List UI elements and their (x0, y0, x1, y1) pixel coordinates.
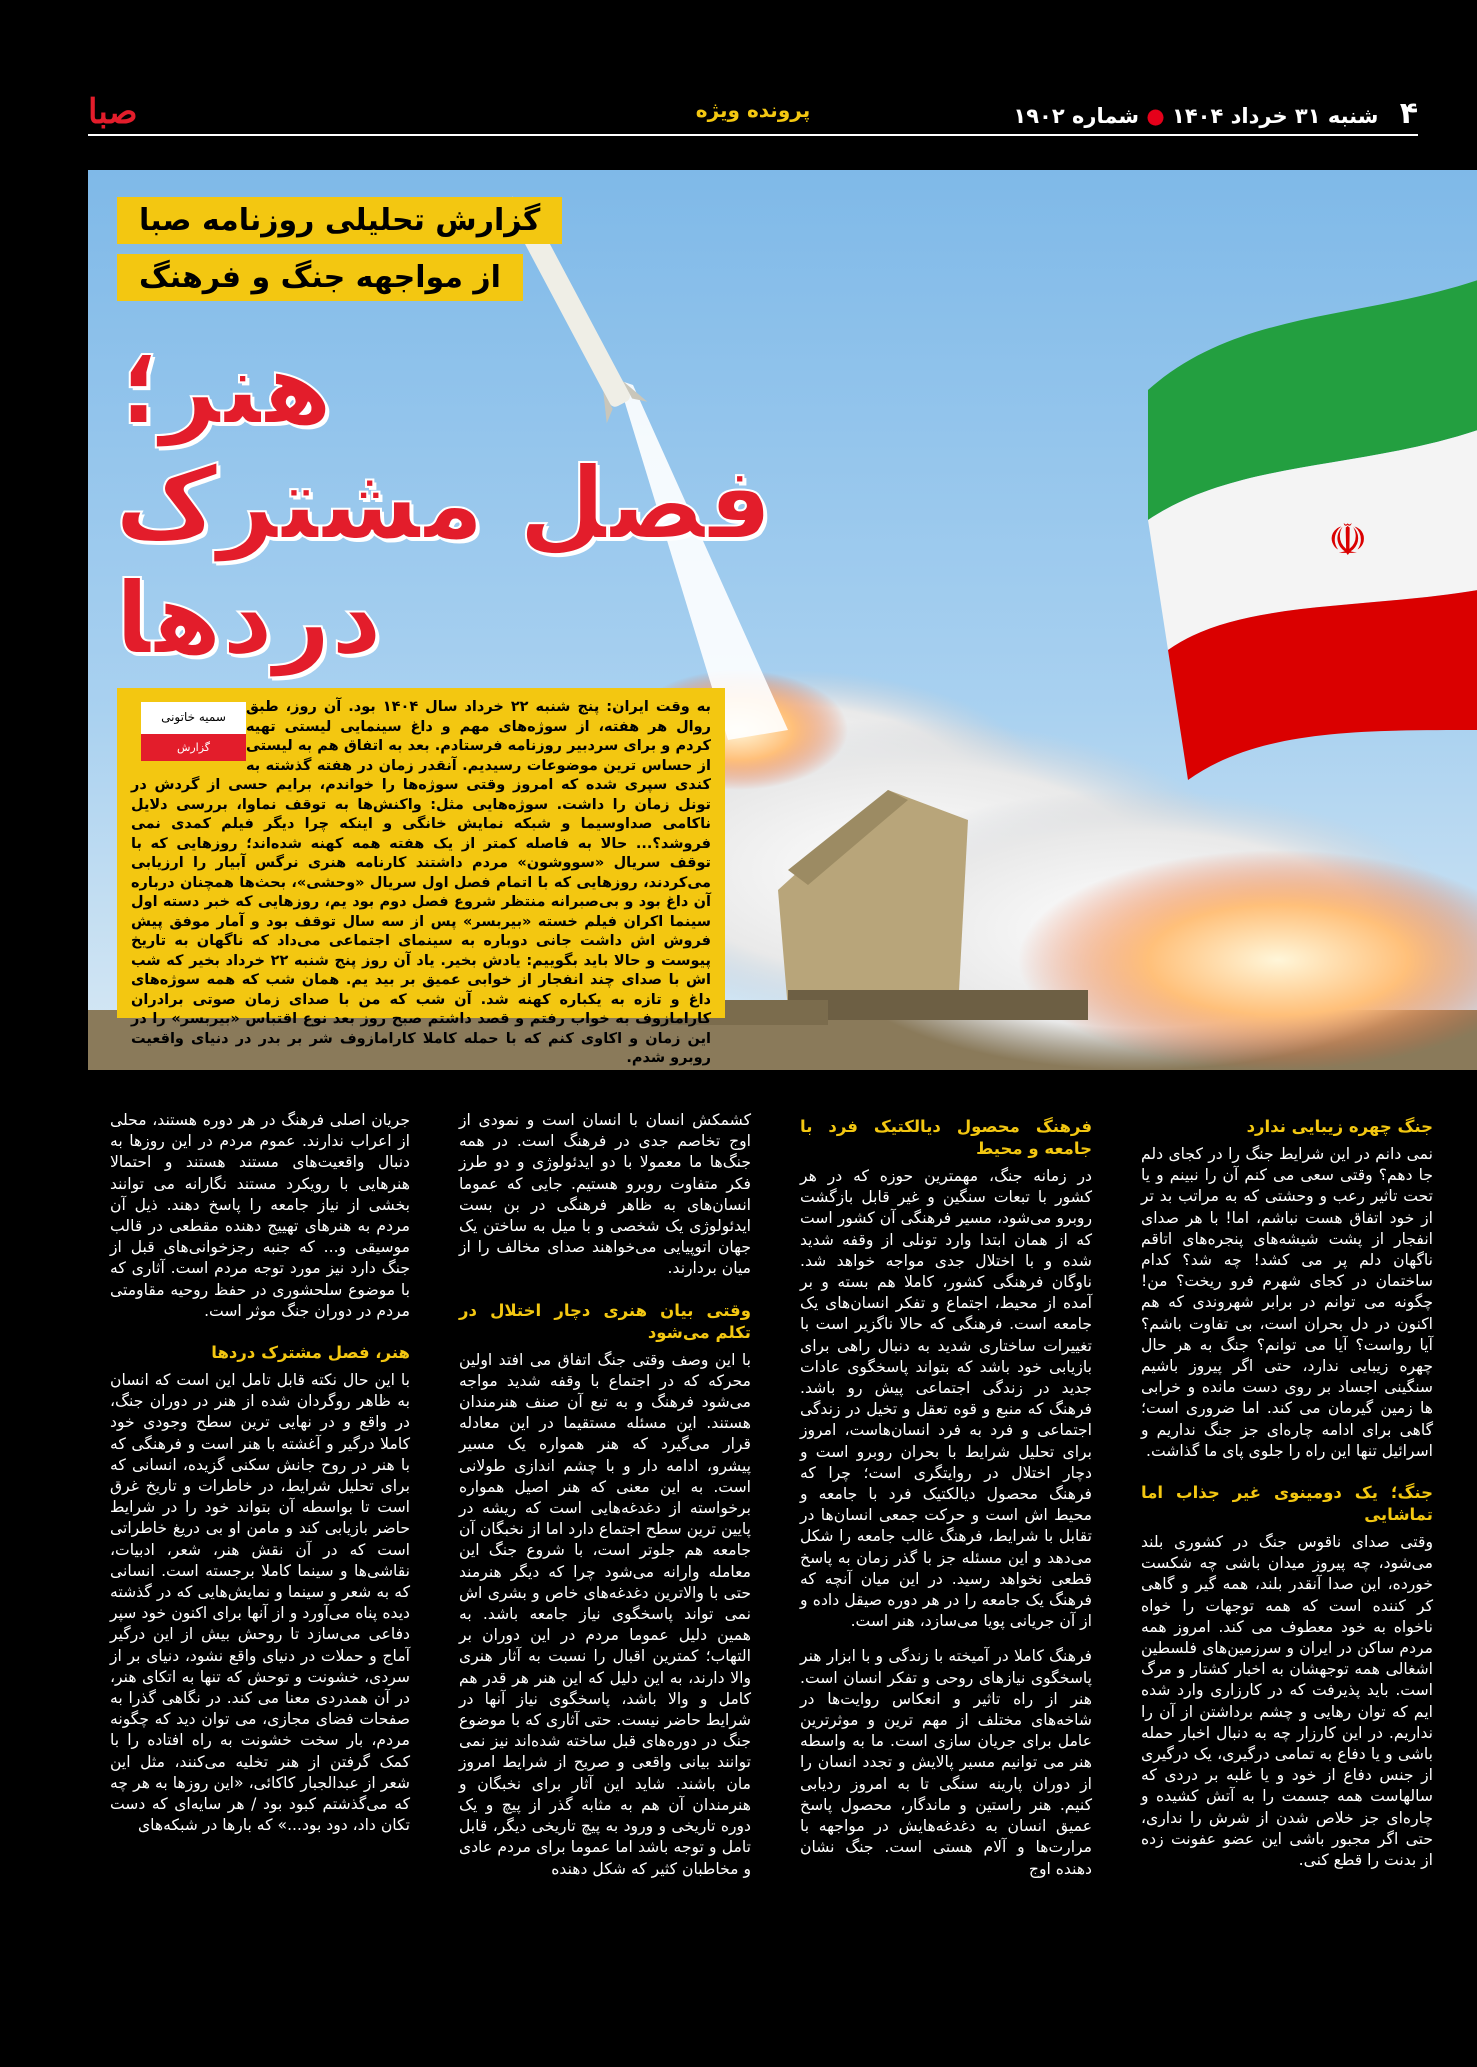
paragraph: فرهنگ کاملا در آمیخته با زندگی و با ابزار هنر پاسخگوی نیازهای روحی و تفکر انسان است. هنر از راه تاثیر و انعکاس روایت‌ها در شاخه‌های مختلف از مهم ترین و موثرترین عامل برای جریان سازی است. ما به واسطه هنر می توانیم مسیر پالایش و تجدد انسان را از دوران پارینه سنگی تا به امروز ردیابی کنیم. هنر راستین و ماندگار، محصول پاسخ عمیق انسان به دغدغه‌هایش در مواجهه با مرارت‌ها و آلام هستی است. جنگ نشان دهنده اوج (800, 1647, 1092, 1878)
section-label: پرونده ویژه (695, 98, 811, 122)
column-2 (800, 1110, 1092, 1880)
subheading: هنر، فصل مشترک دردها (211, 1343, 410, 1363)
svg-text:☫: ☫ (1328, 515, 1368, 566)
paragraph: نمی دانم در این شرایط جنگ را در کجای دلم جا دهم؟ وقتی سعی می کنم آن را نبینم و یا تحت تاثیر رعب و وحشتی که به مراتب بد تر از خود اتفاق هست نباشم، اما! با هر صدای انفجار از پشت شیشه‌های پنجره‌های اتاقم ناگهان دلم پر می کشد! چه شد؟ کدام ساختمان در کجای شهرم فرو ریخت؟ من! چگونه می توانم در برابر شهروندی که هم اکنون در دل بحران است، بی تفاوت باشم؟ آیا رواست؟ آیا می توانم؟ جنگ به هر حال چهره زیبایی ندارد، حتی اگر پیروز باشیم سنگینی اجساد بر روی دست مانده و خرابی ها زمین گیرمان می کند. اما ضروری است؛ گاهی برای ادامه چاره‌ای جز جنگ نداریم و اسرائیل تنها این راه را جلوی پای ما گذاشت. (1141, 1145, 1433, 1460)
paragraph: وقتی صدای ناقوس جنگ در کشوری بلند می‌شود، چه پیروز میدان باشی چه شکست خورده، این صدا آنقدر بلند، همه گیر و گاهی کر کننده است که همه توجهات را خواه ناخواه به خود معطوف می کند. امروز همه مردم ساکن در ایران و سرزمین‌های فلسطین اشغالی همه توجهشان به اخبار کشتار و مرگ است. باید پذیرفت که در کارزاری وارد شده‌ ایم که توان رهایی و چشم برداشتن از آن را نداریم. در این کارزار چه به دنبال اخبار حمله باشی و یا دفاع به تمامی درگیری، یک درگیری از جنس دفاع از خود و یا غلبه بر دردی که سالهاست همه جسمت را به آتش کشیده و چاره‌ای جز خلاص شدن از شرش را نداری، حتی اگر مجبور باشی این عضو عفونت زده از بدنت را قطع کنی. (1141, 1533, 1433, 1870)
kicker-line-1: گزارش تحلیلی روزنامه صبا (117, 197, 562, 244)
subheading: جنگ چهره زیبایی ندارد (1246, 1117, 1433, 1136)
page-header (88, 92, 1418, 136)
paragraph: کشمکش انسان با انسان است و نمودی از اوج تخاصم جدی در فرهنگ است. در همه جنگ‌ها ما معمولا با دو ایدئولوژی و دو طرز فکر متفاوت روبرو هستیم. جایی که عموما انسان‌های به ظاهر فرهنگی در بن بست ایدئولوژی یک شخصی و با میل به ساختن یک جهان اتوپیایی می‌خواهند صدای مخالف را از میان بردارند. (459, 1111, 751, 1278)
author-name: سمیه خاتونی (161, 710, 226, 724)
paragraph: جریان اصلی فرهنگ در هر دوره هستند، محلی از اعراب ندارند. عموم مردم در این روزها به دنبال واقعیت‌های مستند هستند و احتمالا هنرهایی با رویکرد مستند نگارانه می توانند بخشی از نیاز جامعه را پاسخ دهند. ذیل آن مردم به هنرهای تهییج دهنده مقطعی در قالب موسیقی و... که جنبه رجزخوانی‌های قبل از جنگ دارد نیز مورد توجه مردم است. آثاری که با موضوع سلحشوری در حفظ روحیه مقاومتی مردم در دوران جنگ موثر است. (110, 1111, 410, 1320)
issue-number: شماره ۱۹۰۲ (1013, 104, 1140, 128)
column-3 (459, 1110, 751, 1880)
subheading: جنگ؛ یک دومینوی غیر جذاب اما تماشایی (1141, 1483, 1433, 1525)
paragraph: با این وصف وقتی جنگ اتفاق می افتد اولین محرکه که در اجتماع با وقفه شدید مواجه می‌شود فرهنگ و به تبع آن صنف هنرمندان هستند. این مسئله مستقیما در این معادله قرار می‌گیرد که هنر همواره یک مسیر پیشرو، ادامه دار و با چشم اندازی طولانی است. به این معنی که هنر اصیل همواره برخواسته از دغدغه‌هایی است که ریشه در پایین ترین سطح اجتماع دارد اما از نخبگان آن جامعه هم جلوتر است، با شروع جنگ این معامله وارانه می‌شود چرا که دیگر هنرمند حتی با والاترین دغدغه‌های خاص و بشری اش نمی تواند پاسخگوی نیاز جامعه باشد. به همین دلیل عموما مردم در این دوران بر التهاب؛ کمترین اقبال را نسبت به آثار هنری والا دارند، به این دلیل که این هنر هر قدر هم کامل و والا باشد، پاسخگوی نیاز آنها در شرایط حاضر نیست. حتی آثاری که با موضوع جنگ در دوره‌های قبل ساخته شده‌اند نیز نمی توانند بیانی واقعی و صریح از شرایط امروز مان باشند. شاید این آثار برای نخبگان و هنرمندان آن هم به مثابه گذر از پیچ و یک دوره تاریخی و ورود به پیچ تاریخی دیگر، قابل تامل و توجه باشد اما عموما برای مردم عادی و مخاطبان کثیر که شکل دهنده (459, 1350, 751, 1878)
separator-dot: ● (1146, 104, 1165, 128)
paragraph: با این حال نکته قابل تامل این است که انسان به ظاهر روگردان شده از هنر در دوران جنگ، در واقع و در نهایی ترین سطح وجودی خود کاملا درگیر و آغشته با هنر است و فرهنگی که با هنر در روح جانش سکنی گزیده، انسانی که برای تحلیل شرایط، در خاطرات و تاریخ غرق است تا بواسطه آن بتواند خود را در شرایط حاضر بازیابی کند و مامن او بی دریغ خاطراتی است که در آن نقش هنر، شعر، ادبیات، نقاشی‌ها و سینما کاملا برجسته است. انسانی که به شعر و سینما و نمایش‌هایی که در گذشته دیده پناه می‌آورد و از آنها برای اکنون خود سپر دفاعی می‌سازد تا روحش بیش از این درگیر آماج و حملات در دنیای واقع نشود، دنیای بر از سردی، خشونت و توحش که تنها به اتکای هنر، در آن همدردی معنا می کند. در نگاهی گذرا به صفحات فضای مجازی، می توان دید که چگونه مردم، بار سخت خشونت به راه افتاده را با کمک گرفتن از هنر تخلیه می‌کنند، مثل این شعر از عبدالجبار کاکائی، «این روزها به هر چه که می‌گذشتم کبود بود / هر سایه‌ای که دست تکان داد، دود بود...» که بارها در شبکه‌های (110, 1371, 410, 1835)
column-1 (1141, 1110, 1433, 1871)
author-role: گزارش (141, 734, 246, 762)
issue-info (1013, 96, 1418, 131)
headline-line-3: دردها (115, 560, 383, 677)
newspaper-logo: صبا (88, 92, 138, 132)
paragraph: در زمانه جنگ، مهمترین حوزه که در هر کشور با تبعات سنگین و غیر قابل بازگشت روبرو می‌شود، مسیر فرهنگی آن کشور است که از همان ابتدا وارد تونلی از وقفه شدید شده و با اختلال جدی مواجه خواهد شد. ناوگان فرهنگی کشور، کاملا هم بسته و بر آمده از محیط، اجتماع و تفکر انسان‌های یک جامعه است. فرهنگی که حالا ناگزیر است با تغییرات ساختاری شدید به دنبال راهی برای بازیابی خود باشد که بتواند پاسخگوی عادات جدید در زندگی اجتماعی پیش رو باشد. فرهنگ که منبع و قوه تعقل و تخیل در زندگی اجتماعی و فرد به فرد انسان‌هاست، امروز برای تحلیل شرایط با بحران روبرو است و دچار اختلال در روایتگری است؛ چرا که فرهنگ محصول دیالکتیک فرد با جامعه و محیط اش است و حرکت جمعی انسان‌ها در تقابل با شرایط، فرهنگ غالب جامعه را شکل می‌دهد و این مسئله جز با گذر زمان به پاسخ قطعی نخواهد رسید. در این میان آنچه که فرهنگ یک جامعه را در هر دوره صیقل داده و از آن جریانی پویا می‌سازد، هنر است. (800, 1167, 1092, 1631)
kicker-line-2: از مواجهه جنگ و فرهنگ (117, 254, 523, 301)
lead-text: به وقت ایران: پنج شنبه ۲۲ خرداد سال ۱۴۰۴ بود. آن روز، طبق روال هر هفته، از سوژه‌های مهم و داغ سینمایی لیستی تهیه کردم و برای سردبیر روزنامه فرستادم. بعد به اتفاق هم به لیستی از حساس ترین موضوعات رسیدیم. آنقدر زمان در هفته گذشته به کندی سپری شده که امروز وقتی سوژه‌ها را خواندم، برایم حسی از گردش در تونل زمان را داشت. سوژه‌هایی مثل: واکنش‌ها به توقف نماوا، بررسی دلایل ناکامی صداوسیما و شبکه نمایش خانگی و اینکه چرا دیگر فیلم کمدی نمی فروشد؟... حالا به فاصله کمتر از یک هفته همه کهنه شده‌اند؛ روزهایی که با توقف سریال «سووشون» مردم داشتند کارنامه هنری نرگس آبیار را ارزیابی می‌کردند، روزهایی که با اتمام فصل اول سریال «وحشی»، بحث‌ها همچنان درباره آن داغ بود و بی‌صبرانه منتظر شروع فصل دوم بود یم، روزهایی که خبر دسته اول سینما اکران فیلم خسته «بیربسر» پس از سه سال توقف بود و آمار موفق پیش فروش اش داشت جانی دوباره به سینمای اجتماعی می‌داد که ناگهان به تاریخ پیوست و حالا باید بگوییم: یادش بخیر. یاد آن روز پنج شنبه ۲۲ خرداد بخیر که شب اش با صدای چند انفجار از خوابی عمیق بر بید یم. همان شب که همه سوژه‌های داغ و تازه به یکباره کهنه شد. آن شب که من با صدای زمان صوتی برادران کارامازوف به خواب رفتم و قصد داشتم صبح روز بعد نوع اقتباس «بیربسر» را در این زمان و اکاوی کنم که با حمله کاملا کارامازوف شر بر بدر در دنیای واقعیت روبرو شدم. (131, 699, 712, 1066)
column-4 (110, 1110, 410, 1837)
author-card (141, 702, 246, 761)
headline-line-1: هنر؛ (120, 330, 333, 447)
article-body (88, 1110, 1433, 2030)
headline-line-2: فصل مشترک (115, 445, 773, 562)
lead-box (117, 688, 725, 1066)
subheading: وقتی بیان هنری دچار اختلال در تکلم می‌شود (459, 1300, 751, 1342)
page-number: ۴ (1399, 96, 1418, 131)
issue-date: شنبه ۳۱ خرداد ۱۴۰۴ (1172, 104, 1379, 128)
subheading: فرهنگ محصول دیالکتیک فرد با جامعه و محیط (800, 1117, 1092, 1158)
